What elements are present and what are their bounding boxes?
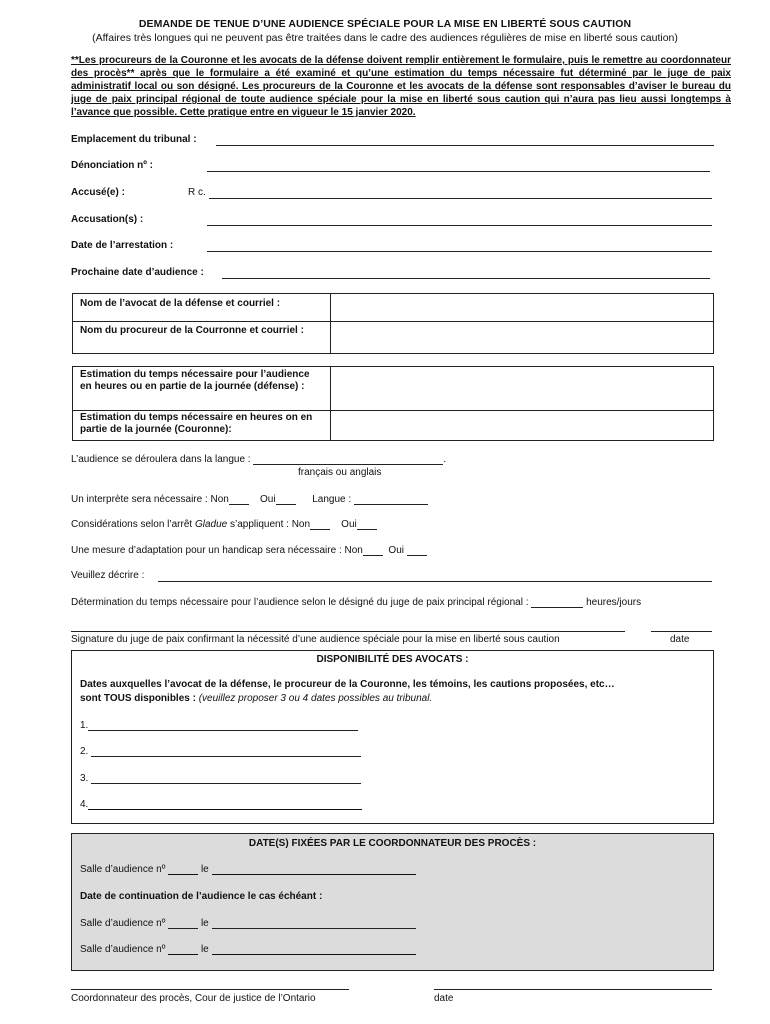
gladue-row (71, 519, 377, 530)
crown-estimate-field[interactable] (331, 411, 714, 441)
dispo-item-1 (80, 720, 358, 731)
interprete-langue-field[interactable] (354, 495, 428, 505)
accuse-prefix: R c. (188, 187, 206, 198)
determination-field[interactable] (531, 598, 583, 608)
le-label: le (200, 944, 209, 955)
le-label: le (200, 864, 209, 875)
langue-period: . (443, 454, 447, 465)
tribunal-label: Emplacement du tribunal : (71, 134, 197, 145)
dispo-item-number: 2. (80, 746, 89, 757)
coordonnateur-label: Coordonnateur des procès, Cour de justice de l’Ontario (71, 993, 316, 1004)
gladue-case: Gladue (194, 519, 228, 530)
gladue-prefix: Considérations selon l’arrêt (71, 519, 193, 530)
denonciation-label: Dénonciation nº : (71, 160, 153, 171)
langue-row (71, 454, 446, 465)
signature-date-line[interactable] (651, 631, 712, 632)
form-title: DEMANDE DE TENUE D’UNE AUDIENCE SPÉCIALE POUR LA MISE EN LIBERTÉ SOUS CAUTION (138, 18, 632, 30)
dispo-item-3 (80, 773, 361, 784)
accusations-field[interactable] (207, 225, 712, 226)
salle-number-field-2[interactable] (168, 919, 198, 929)
dispo-date-field-4[interactable] (88, 800, 362, 810)
dispo-date-field-2[interactable] (91, 747, 361, 757)
determination-row (71, 597, 641, 608)
accusations-label: Accusation(s) : (71, 214, 144, 225)
gladue-oui-label: Oui (341, 519, 357, 530)
crown-estimate-label: Estimation du temps nécessaire en heures on en partie de la journée (Couronne): (73, 411, 331, 441)
dispo-item-2 (80, 746, 361, 757)
dates-fixees-title: DATE(S) FIXÉES PAR LE COORDONNATEUR DES PROCÈS : (248, 838, 537, 849)
continuation-label: Date de continuation de l’audience le cas échéant : (80, 891, 323, 902)
salle-row-3 (80, 944, 416, 955)
signature-label: Signature du juge de paix confirmant la nécessité d’une audience spéciale pour la mise en liberté sous caution (71, 634, 560, 645)
salle-label: Salle d’audience nº (80, 864, 166, 875)
coordonnateur-date-line[interactable] (434, 989, 712, 990)
salle-number-field-3[interactable] (168, 945, 198, 955)
determination-unit: heures/jours (586, 597, 642, 608)
interprete-row (71, 494, 428, 505)
prochaine-field[interactable] (222, 278, 710, 279)
salle-number-field-1[interactable] (168, 865, 198, 875)
form-subtitle: (Affaires très longues qui ne peuvent pas être traitées dans le cadre des audiences régulières de mise en liberté sous caution) (92, 32, 678, 44)
dispo-date-field-3[interactable] (91, 774, 361, 784)
arrestation-field[interactable] (207, 251, 712, 252)
disponibilite-panel (71, 650, 714, 824)
interprete-oui-label: Oui (259, 494, 276, 505)
salle-row-1 (80, 864, 416, 875)
dispo-item-number: 3. (80, 773, 89, 784)
gladue-non-field[interactable] (310, 520, 330, 530)
adaptation-oui-label: Oui (388, 545, 404, 556)
denonciation-field[interactable] (207, 171, 710, 172)
accuse-field[interactable] (209, 198, 712, 199)
accuse-label: Accusé(e) : (71, 187, 125, 198)
disponibilite-text2: sont TOUS disponibles : (80, 693, 196, 704)
gladue-suffix: s’appliquent : Non (229, 519, 311, 530)
estimate-table (72, 366, 714, 441)
dispo-item-number: 4. (80, 799, 89, 810)
langue-label: L’audience se déroulera dans la langue : (71, 454, 251, 465)
coordonnateur-date-label: date (434, 993, 454, 1004)
coordonnateur-signature-line[interactable] (71, 989, 349, 990)
dispo-item-number: 1. (80, 720, 89, 731)
adaptation-non-field[interactable] (363, 546, 383, 556)
le-label: le (200, 918, 209, 929)
defense-estimate-label: Estimation du temps nécessaire pour l’audience en heures ou en partie de la journée (défense) : (73, 367, 331, 411)
disponibilite-text1: Dates auxquelles l’avocat de la défense, le procureur de la Couronne, les témoins, les cautions proposées, etc… (80, 679, 615, 690)
gladue-oui-field[interactable] (357, 520, 377, 530)
langue-hint: français ou anglais (298, 467, 382, 478)
salle-label: Salle d’audience nº (80, 918, 166, 929)
instructions-notice: **Les procureurs de la Couronne et les avocats de la défense doivent remplir entièrement le formulaire, puis le remettre au coordonnateur des procès** après que le formulaire a été examiné et qu’une estimation du temps nécessaire fut déterminé par le juge de paix administratif local ou son désigné. Les procureurs de la Couronne et les avocats de la défense sont responsables d’aviser le bureau du juge de paix principal régional de toute audience spéciale pour la mise en liberté sous caution qui n’aura pas lieu aussi longtemps à l’avance que possible. Cette pratique entre en vigueur le 15 janvier 2020. (71, 55, 731, 118)
defense-counsel-field[interactable] (331, 294, 714, 322)
interprete-non-field[interactable] (229, 495, 249, 505)
signature-date-label: date (670, 634, 690, 645)
interprete-label: Un interprète sera nécessaire : Non (71, 494, 229, 505)
counsel-table (72, 293, 714, 354)
arrestation-label: Date de l’arrestation : (71, 240, 174, 251)
salle-date-field-1[interactable] (212, 865, 416, 875)
decrire-label: Veuillez décrire : (71, 570, 145, 581)
adaptation-row (71, 545, 427, 556)
interprete-oui-field[interactable] (276, 495, 296, 505)
dispo-item-4 (80, 799, 362, 810)
disponibilite-text2-row (80, 693, 432, 704)
langue-field[interactable] (253, 455, 443, 465)
salle-label: Salle d’audience nº (80, 944, 166, 955)
adaptation-oui-field[interactable] (407, 546, 427, 556)
disponibilite-hint: (veuillez proposer 3 ou 4 dates possibles au tribunal. (198, 693, 433, 704)
determination-label: Détermination du temps nécessaire pour l’audience selon le désigné du juge de paix principal régional : (71, 597, 529, 608)
crown-counsel-label: Nom du procureur de la Courronne et courriel : (73, 322, 331, 354)
tribunal-field[interactable] (216, 145, 714, 146)
dates-fixees-panel (71, 833, 714, 971)
defense-counsel-label: Nom de l’avocat de la défense et courriel : (73, 294, 331, 322)
dispo-date-field-1[interactable] (88, 721, 358, 731)
adaptation-label: Une mesure d’adaptation pour un handicap sera nécessaire : Non (71, 545, 363, 556)
prochaine-label: Prochaine date d’audience : (71, 267, 204, 278)
interprete-langue-label: Langue : (312, 494, 352, 505)
salle-date-field-2[interactable] (212, 919, 416, 929)
salle-row-2 (80, 918, 416, 929)
salle-date-field-3[interactable] (212, 945, 416, 955)
crown-counsel-field[interactable] (331, 322, 714, 354)
disponibilite-title: DISPONIBILITÉ DES AVOCATS : (316, 654, 469, 665)
signature-line[interactable] (71, 631, 625, 632)
decrire-field[interactable] (158, 581, 712, 582)
defense-estimate-field[interactable] (331, 367, 714, 411)
